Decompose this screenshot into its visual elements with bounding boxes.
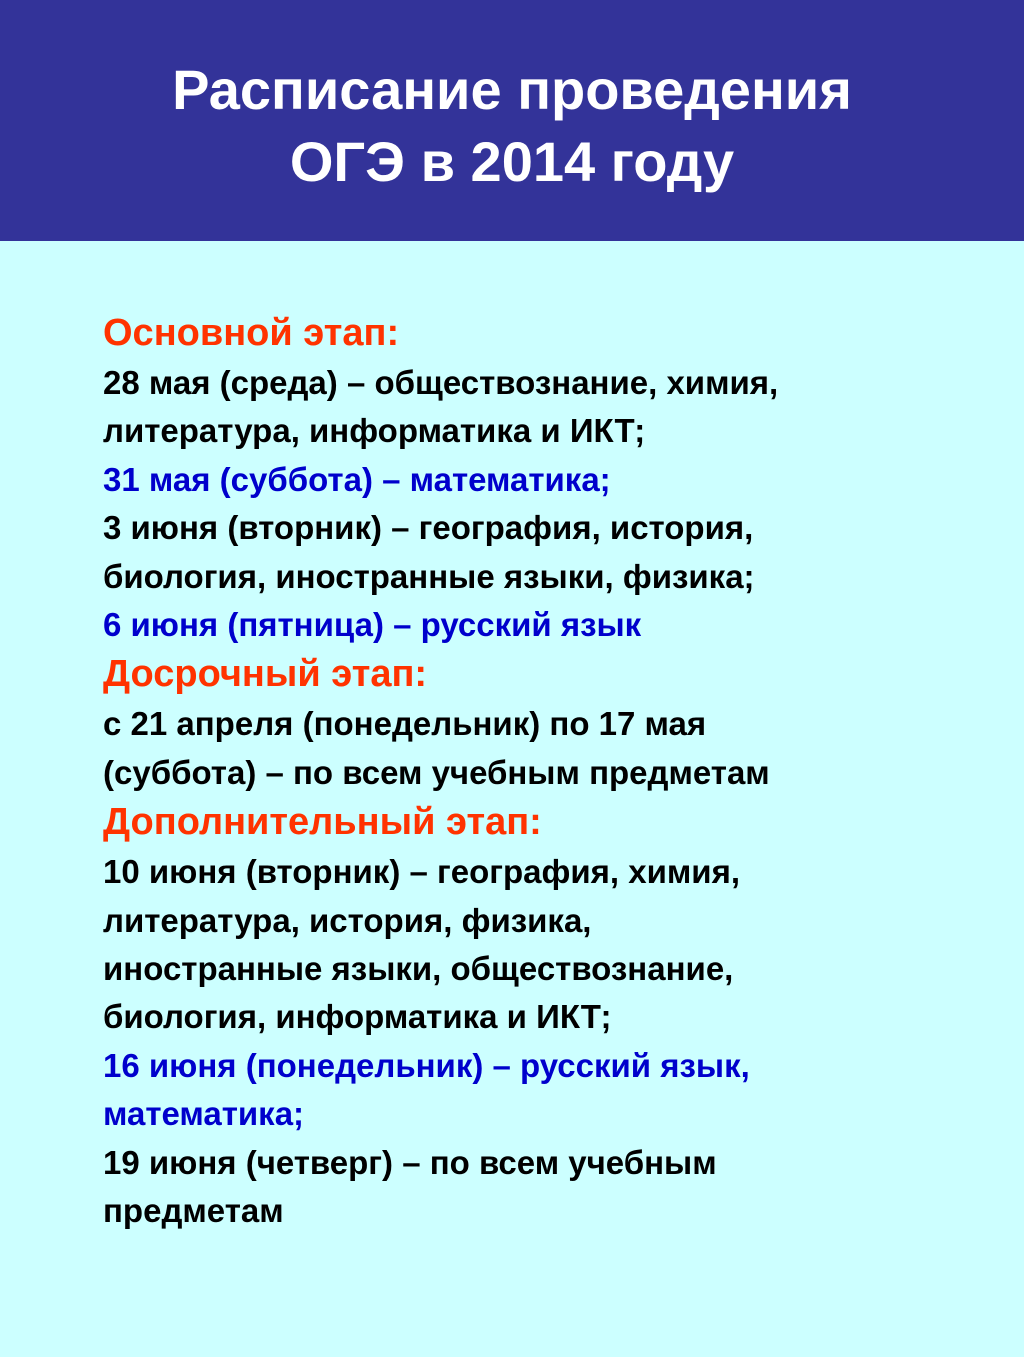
entry-line: 31 мая (суббота) – математика; bbox=[103, 460, 611, 498]
page-title-line-1: Расписание проведения bbox=[172, 58, 852, 121]
stage-heading: Основной этап: bbox=[103, 312, 400, 354]
entry-line: литература, история, физика, bbox=[103, 901, 592, 939]
entry-line: (суббота) – по всем учебным предметам bbox=[103, 753, 770, 791]
schedule-entry bbox=[103, 504, 1003, 601]
entry-line: 6 июня (пятница) – русский язык bbox=[103, 606, 642, 644]
entry-line: 19 июня (четверг) – по всем учебным bbox=[103, 1143, 717, 1181]
entry-line: с 21 апреля (понедельник) по 17 мая bbox=[103, 705, 707, 743]
schedule-entry bbox=[103, 359, 1003, 456]
stage-additional bbox=[103, 797, 1003, 1235]
schedule-content bbox=[103, 308, 1003, 1236]
schedule-entry bbox=[103, 1042, 1003, 1139]
entry-line: 16 июня (понедельник) – русский язык, bbox=[103, 1046, 750, 1084]
slide-header bbox=[0, 0, 1024, 241]
stage-early bbox=[103, 649, 1003, 797]
entry-line: иностранные языки, обществознание, bbox=[103, 950, 734, 988]
stage-main bbox=[103, 308, 1003, 649]
entry-line: литература, информатика и ИКТ; bbox=[103, 412, 646, 450]
stage-heading: Досрочный этап: bbox=[103, 653, 428, 696]
schedule-entry bbox=[103, 848, 1003, 1042]
page-title-line-2: ОГЭ в 2014 году bbox=[289, 130, 735, 193]
entry-line: 28 мая (среда) – обществознание, химия, bbox=[103, 364, 779, 401]
entry-line: биология, иностранные языки, физика; bbox=[103, 557, 755, 595]
schedule-entry bbox=[103, 1139, 1003, 1236]
entry-line: предметам bbox=[103, 1192, 284, 1230]
entry-line: 10 июня (вторник) – география, химия, bbox=[103, 853, 741, 891]
schedule-entry bbox=[103, 601, 1003, 649]
entry-line: биология, информатика и ИКТ; bbox=[103, 998, 612, 1036]
stage-heading: Дополнительный этап: bbox=[103, 801, 542, 844]
entry-line: математика; bbox=[103, 1095, 305, 1133]
schedule-entry bbox=[103, 456, 1003, 504]
schedule-entry bbox=[103, 700, 1003, 797]
entry-line: 3 июня (вторник) – география, история, bbox=[103, 509, 754, 547]
